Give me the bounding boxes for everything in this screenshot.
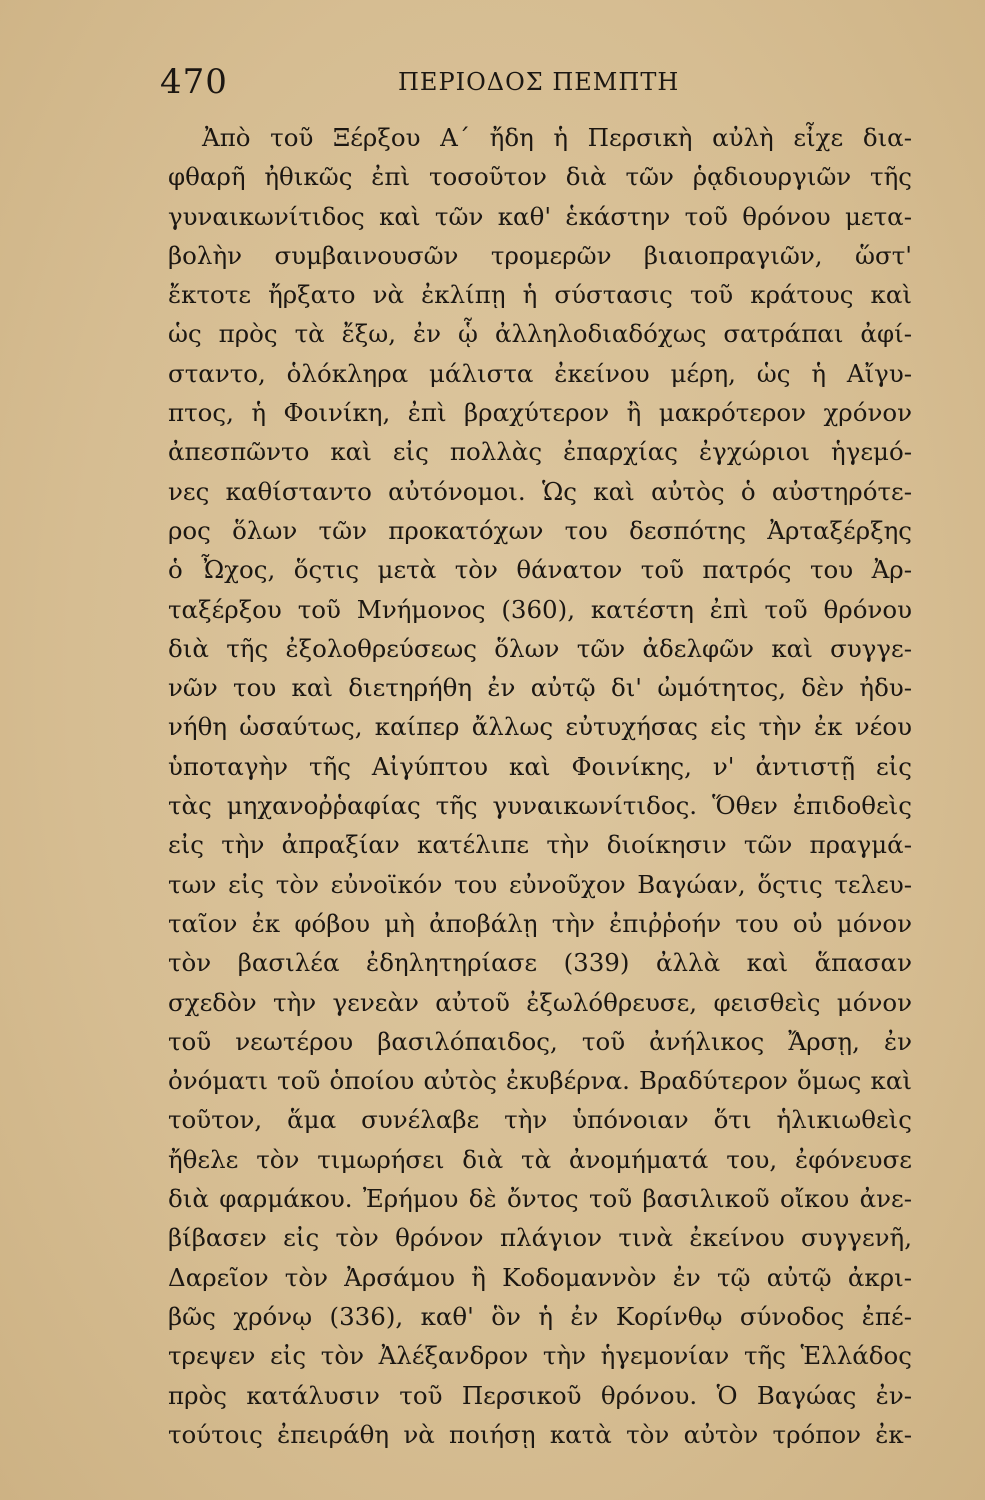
text-line: τρεψεν εἰς τὸν Ἀλέξανδρον τὴν ἡγεμονίαν τῆς Ἑλλάδος xyxy=(168,1341,912,1371)
text-line: ἤθελε τὸν τιμωρήσει διὰ τὰ ἀνομήματά του, ἐφόνευσε xyxy=(168,1144,912,1174)
text-line: νῶν του καὶ διετηρήθη ἐν αὐτῷ δι' ὠμότητος, δὲν ἠδυ- xyxy=(168,673,912,703)
page-number: 470 xyxy=(160,62,228,102)
text-line: τὸν βασιλέα ἐδηλητηρίασε (339) ἀλλὰ καὶ ἅπασαν xyxy=(168,948,912,978)
text-line: Ἀπὸ τοῦ Ξέρξου Α΄ ἤδη ἡ Περσικὴ αὐλὴ εἶχε δια- xyxy=(202,123,912,152)
text-line: νήθη ὡσαύτως, καίπερ ἄλλως εὐτυχήσας εἰς τὴν ἐκ νέου xyxy=(168,712,912,742)
text-line: ἔκτοτε ἤρξατο νὰ ἐκλίπῃ ἡ σύστασις τοῦ κράτους καὶ xyxy=(168,280,912,310)
text-line: ὀνόματι τοῦ ὁποίου αὐτὸς ἐκυβέρνα. Βραδύτερον ὅμως καὶ xyxy=(168,1066,912,1096)
text-line: τοῦτον, ἅμα συνέλαβε τὴν ὑπόνοιαν ὅτι ἡλικιωθεὶς xyxy=(168,1105,912,1135)
page-header xyxy=(160,62,860,112)
text-line: διὰ τῆς ἐξολοθρεύσεως ὅλων τῶν ἀδελφῶν καὶ συγγε- xyxy=(168,633,912,663)
text-line: διὰ φαρμάκου. Ἐρήμου δὲ ὄντος τοῦ βασιλικοῦ οἴκου ἀνε- xyxy=(168,1184,912,1214)
text-line: των εἰς τὸν εὐνοϊκόν του εὐνοῦχον Βαγώαν, ὅςτις τελευ- xyxy=(168,869,912,899)
text-line: πρὸς κατάλυσιν τοῦ Περσικοῦ θρόνου. Ὁ Βαγώας ἐν- xyxy=(168,1380,912,1410)
text-line: τούτοις ἐπειράθη νὰ ποιήσῃ κατὰ τὸν αὐτὸν τρόπον ἐκ- xyxy=(168,1419,912,1449)
text-line: πτος, ἡ Φοινίκη, ἐπὶ βραχύτερον ἢ μακρότερον χρόνον xyxy=(168,398,912,428)
text-line: νες καθίσταντο αὐτόνομοι. Ὡς καὶ αὐτὸς ὁ αὐστηρότε- xyxy=(168,476,912,506)
text-line: γυναικωνίτιδος καὶ τῶν καθ' ἑκάστην τοῦ θρόνου μετα- xyxy=(168,201,912,231)
text-line: ὁ Ὦχος, ὅςτις μετὰ τὸν θάνατον τοῦ πατρός του Ἀρ- xyxy=(168,555,912,585)
text-line: εἰς τὴν ἀπραξίαν κατέλιπε τὴν διοίκησιν τῶν πραγμά- xyxy=(168,830,912,860)
text-line: ὑποταγὴν τῆς Αἰγύπτου καὶ Φοινίκης, ν' ἀντιστῇ εἰς xyxy=(168,751,912,781)
text-line: τὰς μηχανοῤῥαφίας τῆς γυναικωνίτιδος. Ὅθεν ἐπιδοθεὶς xyxy=(168,791,912,821)
text-line: ὡς πρὸς τὰ ἔξω, ἐν ᾧ ἀλληλοδιαδόχως σατράπαι ἀφί- xyxy=(168,319,912,349)
text-line: βίβασεν εἰς τὸν θρόνον πλάγιον τινὰ ἐκείνου συγγενῆ, xyxy=(168,1223,912,1253)
text-line: σχεδὸν τὴν γενεὰν αὐτοῦ ἐξωλόθρευσε, φεισθεὶς μόνον xyxy=(168,987,912,1017)
text-line: ταξέρξου τοῦ Μνήμονος (360), κατέστη ἐπὶ τοῦ θρόνου xyxy=(168,594,912,624)
text-line: ρος ὅλων τῶν προκατόχων του δεσπότης Ἀρταξέρξης xyxy=(168,515,912,545)
text-line: ταῖον ἐκ φόβου μὴ ἀποβάλῃ τὴν ἐπιῤῥοήν του οὐ μόνον xyxy=(168,908,912,938)
text-line: Δαρεῖον τὸν Ἀρσάμου ἢ Κοδομαννὸν ἐν τῷ αὐτῷ ἀκρι- xyxy=(168,1262,912,1292)
body-text xyxy=(168,118,912,1454)
text-line: σταντο, ὁλόκληρα μάλιστα ἐκείνου μέρη, ὡς ἡ Αἴγυ- xyxy=(168,358,912,388)
text-line: βῶς χρόνῳ (336), καθ' ὃν ἡ ἐν Κορίνθῳ σύνοδος ἐπέ- xyxy=(168,1301,912,1331)
text-line: βολὴν συμβαινουσῶν τρομερῶν βιαιοπραγιῶν, ὥστ' xyxy=(168,240,912,270)
text-line: ἀπεσπῶντο καὶ εἰς πολλὰς ἐπαρχίας ἐγχώριοι ἡγεμό- xyxy=(168,437,912,467)
text-line: φθαρῆ ἠθικῶς ἐπὶ τοσοῦτον διὰ τῶν ῥᾳδιουργιῶν τῆς xyxy=(168,162,912,192)
running-title: ΠΕΡΙΟΔΟΣ ΠΕΜΠΤΗ xyxy=(398,68,680,96)
text-line: τοῦ νεωτέρου βασιλόπαιδος, τοῦ ἀνήλικος Ἄρσῃ, ἐν xyxy=(168,1026,912,1056)
